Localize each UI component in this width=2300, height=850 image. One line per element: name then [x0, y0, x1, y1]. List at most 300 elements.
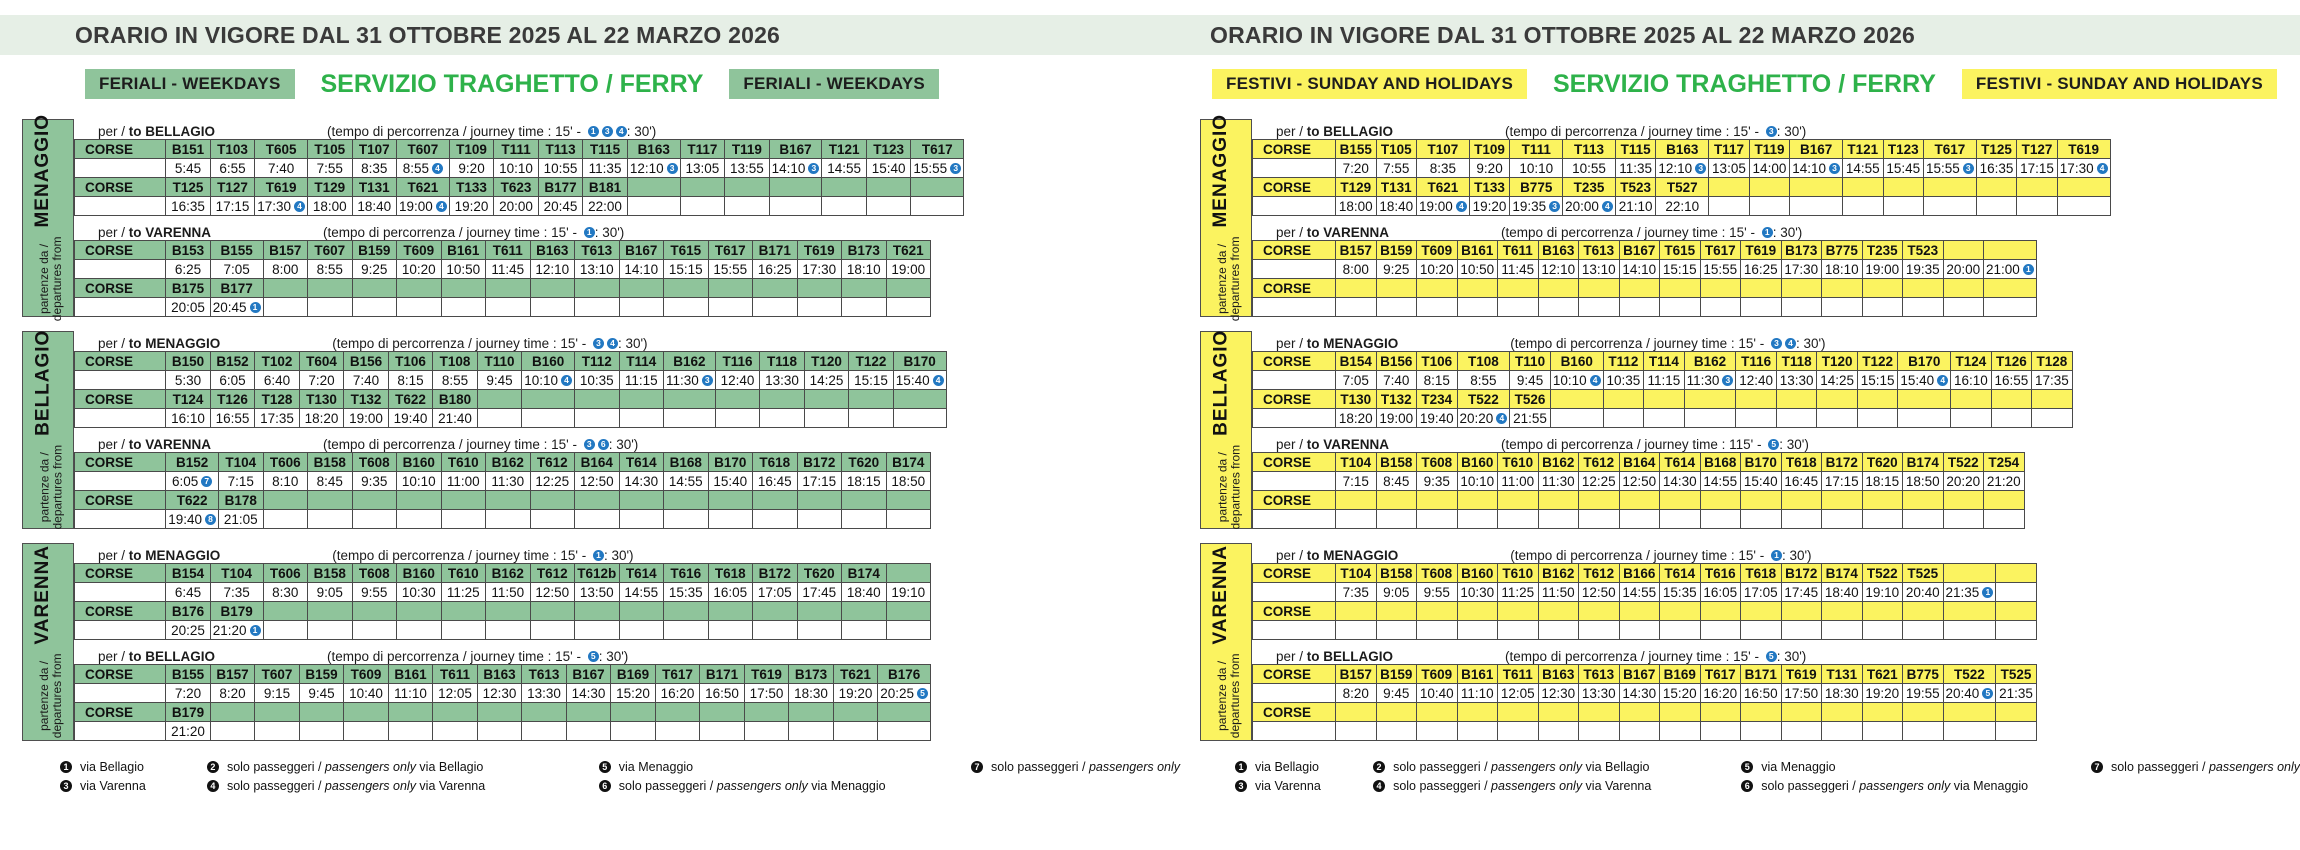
table-row-codes [75, 491, 931, 510]
route-caption [74, 644, 1180, 664]
departure-time-cell: 19:20 [1469, 197, 1510, 216]
service-code-cell: B161 [1457, 241, 1498, 260]
departure-time-cell: 7:35 [210, 583, 263, 602]
departure-time-cell: 8:30 [263, 583, 308, 602]
service-code-cell [1660, 703, 1701, 722]
departure-time-cell [627, 197, 680, 216]
service-code-cell: T614 [1660, 453, 1701, 472]
timetable-table [74, 452, 931, 529]
service-code-cell: T131 [1376, 178, 1417, 197]
departure-time-cell [680, 197, 725, 216]
service-code-cell [753, 491, 798, 510]
row-label-empty [1253, 260, 1336, 279]
note-marker-4: 4 [607, 338, 618, 349]
departure-time-cell: 12:50 [530, 583, 575, 602]
departure-time-cell [1790, 197, 1843, 216]
departure-time-cell: 14:30 [1660, 472, 1701, 491]
service-code-cell [1457, 491, 1498, 510]
departure-time-cell [530, 298, 575, 317]
caption-direction: per / to BELLAGIO [98, 124, 216, 139]
legend-text: solo passeggeri / passengers only via Varenna [226, 778, 486, 793]
table-row-times [75, 159, 964, 178]
service-code-cell: T105 [308, 140, 353, 159]
timetable-table [1252, 452, 2025, 529]
departure-time-cell: 15:40 4 [1898, 371, 1951, 390]
departure-time-cell [769, 197, 822, 216]
service-code-cell: B167 [1619, 241, 1660, 260]
table-row-times [1253, 722, 2037, 741]
service-code-cell [1417, 602, 1458, 621]
departure-time-cell: 10:35 [575, 371, 620, 390]
service-code-cell: T133 [449, 178, 494, 197]
departure-time-cell: 11:30 [486, 472, 531, 491]
departures-from-label: partenze da / departures from [37, 236, 65, 322]
departure-time-cell [1862, 722, 1903, 741]
row-label-empty [75, 260, 166, 279]
service-code-cell: B158 [1376, 453, 1417, 472]
service-code-cell: T613 [575, 241, 620, 260]
service-code-cell [1457, 279, 1498, 298]
table-row-codes [75, 564, 931, 583]
departure-time-cell: 10:10 [397, 472, 442, 491]
service-code-cell [566, 703, 611, 722]
departure-time-cell: 16:25 [1741, 260, 1782, 279]
departure-time-cell [1684, 409, 1736, 428]
service-code-cell: T617 [655, 665, 700, 684]
table-row-codes [1253, 178, 2111, 197]
note-marker-3: 3 [584, 439, 595, 450]
service-code-cell [255, 703, 300, 722]
departure-time-cell: 12:30 [477, 684, 522, 703]
departure-time-cell: 19:00 [886, 260, 931, 279]
departure-time-cell [1538, 621, 1579, 640]
departure-time-cell: 6:55 [210, 159, 255, 178]
legend-item [60, 776, 207, 795]
service-code-cell: B172 [797, 453, 842, 472]
departure-time-cell: 20:40 [1903, 583, 1944, 602]
service-code-cell: B174 [886, 453, 931, 472]
service-code-cell: T527 [1656, 178, 1709, 197]
note-marker-4: 4 [436, 201, 447, 212]
departure-time-cell: 12:05 [433, 684, 478, 703]
departure-time-cell: 11:35 [1615, 159, 1656, 178]
service-code-cell [664, 279, 709, 298]
origin-station-name: BELLAGIO [32, 330, 54, 437]
route-caption [74, 543, 1180, 563]
service-code-cell [1822, 279, 1863, 298]
row-label-corse: CORSE [1253, 140, 1336, 159]
departure-time-cell: 10:10 4 [522, 371, 575, 390]
departure-time-cell [530, 510, 575, 529]
service-code-cell [1903, 491, 1944, 510]
departure-time-cell: 12:10 3 [627, 159, 680, 178]
departure-time-cell: 18:50 [886, 472, 931, 491]
service-code-cell: B160 [397, 453, 442, 472]
service-code-cell: T107 [352, 140, 397, 159]
departure-time-cell [1376, 298, 1417, 317]
departure-time-cell: 12:05 [1498, 684, 1539, 703]
service-code-cell: T119 [725, 140, 770, 159]
service-code-cell: B163 [530, 241, 575, 260]
legend-column [599, 757, 971, 795]
service-code-cell [477, 390, 522, 409]
departure-time-cell: 15:35 [1660, 583, 1701, 602]
departure-time-cell: 16:45 [753, 472, 798, 491]
departure-time-cell: 13:10 [575, 260, 620, 279]
legend-text: via Bellagio [1255, 759, 1319, 774]
row-label-corse: CORSE [75, 453, 166, 472]
departure-time-cell: 19:40 8 [166, 510, 219, 529]
service-code-cell: T127 [2017, 140, 2058, 159]
service-code-cell [1498, 602, 1539, 621]
service-code-cell [441, 491, 486, 510]
legend-column [2091, 757, 2300, 795]
departure-time-cell: 12:50 [575, 472, 620, 491]
departure-time-cell [575, 409, 620, 428]
note-marker-5: 5 [917, 688, 928, 699]
service-code-cell: B173 [789, 665, 834, 684]
service-code-cell [1843, 178, 1884, 197]
service-code-cell [1660, 279, 1701, 298]
service-code-cell: T613 [1579, 665, 1620, 684]
service-code-cell [822, 178, 867, 197]
legend-marker-5: 5 [599, 761, 611, 773]
departure-time-cell [1700, 621, 1741, 640]
departure-time-cell: 20:20 4 [1457, 409, 1510, 428]
departure-time-cell: 20:45 [538, 197, 583, 216]
note-marker-3: 3 [808, 163, 819, 174]
service-code-cell: T522 [1943, 453, 1984, 472]
service-code-cell [619, 491, 664, 510]
departure-time-cell [433, 722, 478, 741]
departure-time-cell: 6:40 [255, 371, 300, 390]
service-code-cell: T525 [1996, 665, 2037, 684]
departure-time-cell [1741, 621, 1782, 640]
departure-time-cell: 19:40 [388, 409, 433, 428]
timetable-table [74, 139, 964, 216]
legend-text: via Bellagio [80, 759, 144, 774]
service-code-cell [575, 602, 620, 621]
service-code-cell: T522 [1862, 564, 1903, 583]
departure-time-cell: 9:25 [1376, 260, 1417, 279]
departure-time-cell [664, 298, 709, 317]
service-code-cell: B161 [388, 665, 433, 684]
departure-time-cell: 11:10 [388, 684, 433, 703]
service-code-cell: T254 [1984, 453, 2025, 472]
departure-time-cell [486, 510, 531, 529]
departure-time-cell: 18:40 [842, 583, 887, 602]
caption-direction: per / to VARENNA [1276, 225, 1390, 240]
departure-time-cell: 19:10 [886, 583, 931, 602]
tag-feriali-right: FERIALI - WEEKDAYS [729, 69, 939, 99]
row-label-corse: CORSE [75, 352, 166, 371]
departure-time-cell [797, 621, 842, 640]
departure-time-cell: 9:45 [1510, 371, 1551, 390]
departure-time-cell: 16:35 [166, 197, 211, 216]
departure-time-cell: 17:15 [1822, 472, 1863, 491]
service-code-cell [1336, 602, 1377, 621]
departure-time-cell [849, 409, 894, 428]
legend-column [1235, 757, 1373, 795]
departure-time-cell [1862, 621, 1903, 640]
service-code-cell: T621 [886, 241, 931, 260]
service-code-cell: B157 [1336, 241, 1377, 260]
note-marker-8: 8 [205, 514, 216, 525]
departure-time-cell [700, 722, 745, 741]
service-code-cell [700, 703, 745, 722]
departure-time-cell: 9:05 [1376, 583, 1417, 602]
service-code-cell: T121 [822, 140, 867, 159]
departure-time-cell [1822, 621, 1863, 640]
row-label-empty [1253, 722, 1336, 741]
service-code-cell [664, 602, 709, 621]
service-code-cell [1579, 279, 1620, 298]
departure-time-cell [308, 510, 353, 529]
brand-title-right: SERVIZIO TRAGHETTO / FERRY [1552, 69, 1936, 98]
service-code-cell: B154 [166, 564, 211, 583]
service-code-cell: B178 [219, 491, 264, 510]
departure-time-cell: 21:35 [1996, 684, 2037, 703]
departure-time-cell [1991, 409, 2032, 428]
service-code-cell: T113 [538, 140, 583, 159]
departure-time-cell [1376, 510, 1417, 529]
departure-time-cell [1660, 722, 1701, 741]
departure-time-cell: 9:35 [352, 472, 397, 491]
departure-time-cell: 17:35 [255, 409, 300, 428]
timetable-table [1252, 139, 2111, 216]
departure-time-cell: 10:35 [1603, 371, 1644, 390]
table-row-times [75, 197, 964, 216]
service-code-cell: T611 [433, 665, 478, 684]
departure-time-cell [1857, 409, 1898, 428]
note-marker-7: 7 [201, 476, 212, 487]
note-marker-3: 3 [1766, 126, 1777, 137]
departure-time-cell: 20:40 5 [1943, 684, 1996, 703]
service-code-cell: T612 [1579, 564, 1620, 583]
departure-time-cell: 18:20 [1336, 409, 1377, 428]
service-code-cell [1943, 241, 1984, 260]
departure-time-cell: 14:55 [1619, 583, 1660, 602]
departure-time-cell [715, 409, 760, 428]
service-code-cell: T116 [1736, 352, 1777, 371]
table-row-codes [1253, 665, 2037, 684]
service-code-cell: B169 [611, 665, 656, 684]
departure-time-cell [1498, 510, 1539, 529]
row-label-empty [75, 298, 166, 317]
service-code-cell [441, 602, 486, 621]
service-code-cell [308, 491, 353, 510]
service-code-cell: B163 [1538, 665, 1579, 684]
service-code-cell [886, 564, 931, 583]
table-row-times [1253, 260, 2037, 279]
departure-time-cell: 17:45 [1781, 583, 1822, 602]
departure-time-cell: 13:05 [680, 159, 725, 178]
departure-time-cell: 10:30 [1457, 583, 1498, 602]
departure-time-cell: 21:20 1 [210, 621, 263, 640]
route-caption [74, 432, 1180, 452]
service-code-cell [1943, 602, 1996, 621]
note-marker-5: 5 [1766, 651, 1777, 662]
departure-time-cell [1619, 722, 1660, 741]
service-code-cell [708, 279, 753, 298]
departure-time-cell [1417, 621, 1458, 640]
departure-time-cell: 9:20 [449, 159, 494, 178]
departure-time-cell [1619, 298, 1660, 317]
departure-time-cell [866, 197, 911, 216]
service-code-cell: T130 [299, 390, 344, 409]
row-label-empty [1253, 684, 1336, 703]
timetable-table [1252, 664, 2037, 741]
note-marker-1: 1 [584, 227, 595, 238]
service-code-cell: B175 [166, 279, 211, 298]
departure-time-cell [255, 722, 300, 741]
departure-time-cell: 11:10 [1457, 684, 1498, 703]
departure-time-cell: 6:45 [166, 583, 211, 602]
service-code-cell [878, 703, 931, 722]
row-label-empty [75, 197, 166, 216]
service-code-cell: T108 [433, 352, 478, 371]
service-code-cell: B160 [522, 352, 575, 371]
departure-time-cell: 10:40 [344, 684, 389, 703]
station-side-label [22, 543, 74, 741]
departure-time-cell [1538, 722, 1579, 741]
departure-time-cell [1417, 722, 1458, 741]
service-code-cell: T129 [308, 178, 353, 197]
service-code-cell: T128 [2032, 352, 2073, 371]
service-code-cell [1498, 491, 1539, 510]
service-code-cell [769, 178, 822, 197]
departure-time-cell: 10:55 [538, 159, 583, 178]
service-code-cell: B170 [1741, 453, 1782, 472]
service-code-cell [1498, 279, 1539, 298]
departure-time-cell: 8:20 [210, 684, 255, 703]
row-label-corse: CORSE [1253, 453, 1336, 472]
legend-text: solo passeggeri / passengers only via Varenna [1393, 778, 1652, 793]
timetable-table [74, 240, 931, 317]
service-code-cell: T119 [1749, 140, 1790, 159]
departure-time-cell [619, 621, 664, 640]
service-code-cell: T130 [1336, 390, 1377, 409]
station-section [22, 114, 1180, 322]
row-label-corse: CORSE [75, 241, 166, 260]
departure-time-cell: 14:55 [1700, 472, 1741, 491]
station-side-label [1200, 114, 1252, 322]
departure-time-cell [1457, 298, 1498, 317]
timetable-table [74, 664, 931, 741]
note-marker-4: 4 [2097, 163, 2108, 174]
note-marker-1: 1 [2023, 264, 2034, 275]
service-code-cell: T620 [842, 453, 887, 472]
departure-time-cell [1417, 510, 1458, 529]
service-code-cell [1781, 279, 1822, 298]
departure-time-cell [1336, 621, 1377, 640]
service-code-cell [1376, 279, 1417, 298]
legend-column [207, 757, 599, 795]
legend-holidays [1235, 757, 2300, 795]
departure-time-cell: 15:40 [866, 159, 911, 178]
departure-time-cell: 7:55 [1376, 159, 1417, 178]
service-code-cell: T613 [522, 665, 567, 684]
caption-journey-time: (tempo di percorrenza / journey time : 15' - 1 : 30') [1510, 548, 1812, 563]
weekdays-subheader [0, 63, 1180, 105]
route-caption [1252, 543, 2300, 563]
departure-time-cell [441, 510, 486, 529]
holidays-sections [1180, 114, 2300, 741]
departure-time-cell: 16:55 [1991, 371, 2032, 390]
row-label-empty [1253, 371, 1336, 390]
departure-time-cell: 10:50 [1457, 260, 1498, 279]
legend-item [971, 757, 1180, 776]
caption-journey-time: (tempo di percorrenza / journey time : 15' - 1 : 30') [332, 548, 634, 563]
departure-time-cell: 12:40 [1736, 371, 1777, 390]
legend-column [60, 757, 207, 795]
service-code-cell [797, 279, 842, 298]
service-code-cell: T104 [210, 564, 263, 583]
departure-time-cell: 14:30 [619, 472, 664, 491]
departure-time-cell: 21:40 [433, 409, 478, 428]
station-section [22, 543, 1180, 741]
service-code-cell: T616 [664, 564, 709, 583]
service-code-cell: T104 [1336, 564, 1377, 583]
departure-time-cell: 16:55 [210, 409, 255, 428]
departure-time-cell: 15:20 [1660, 684, 1701, 703]
service-code-cell [486, 279, 531, 298]
service-code-cell [708, 602, 753, 621]
service-code-cell [1943, 703, 1996, 722]
legend-marker-6: 6 [599, 780, 611, 792]
service-code-cell: B167 [566, 665, 611, 684]
departure-time-cell: 12:10 3 [1656, 159, 1709, 178]
departure-time-cell [1660, 621, 1701, 640]
service-code-cell [1943, 491, 1984, 510]
service-code-cell [886, 602, 931, 621]
service-code-cell [1417, 703, 1458, 722]
service-code-cell: T104 [219, 453, 264, 472]
service-code-cell: B163 [477, 665, 522, 684]
service-code-cell [1336, 703, 1377, 722]
caption-direction: per / to BELLAGIO [98, 649, 216, 664]
service-code-cell: T109 [449, 140, 494, 159]
departure-time-cell: 9:55 [1417, 583, 1458, 602]
note-marker-1: 1 [588, 126, 599, 137]
origin-station-name: BELLAGIO [1210, 330, 1232, 437]
departure-time-cell: 15:20 [611, 684, 656, 703]
departure-time-cell: 11:15 [1644, 371, 1685, 390]
table-row-codes [75, 602, 931, 621]
service-code-cell: T615 [664, 241, 709, 260]
service-code-cell [1776, 390, 1817, 409]
departure-time-cell: 14:10 3 [769, 159, 822, 178]
station-side-label [22, 331, 74, 529]
service-code-cell: T112 [575, 352, 620, 371]
service-code-cell [1736, 390, 1777, 409]
station-section [22, 331, 1180, 529]
departure-time-cell [566, 722, 611, 741]
holidays-panel [1180, 0, 2300, 850]
row-label-empty [75, 583, 166, 602]
departure-time-cell: 6:25 [166, 260, 211, 279]
station-side-label [22, 114, 74, 322]
departure-time-cell [1579, 621, 1620, 640]
note-marker-4: 4 [1496, 413, 1507, 424]
note-marker-3: 3 [593, 338, 604, 349]
service-code-cell: T617 [911, 140, 964, 159]
departures-from-label: partenze da / departures from [1215, 653, 1242, 739]
caption-journey-time: (tempo di percorrenza / journey time : 15' - 3 4 : 30') [332, 336, 648, 351]
service-code-cell: B164 [575, 453, 620, 472]
departure-time-cell: 17:15 [2017, 159, 2058, 178]
row-label-corse: CORSE [75, 279, 166, 298]
